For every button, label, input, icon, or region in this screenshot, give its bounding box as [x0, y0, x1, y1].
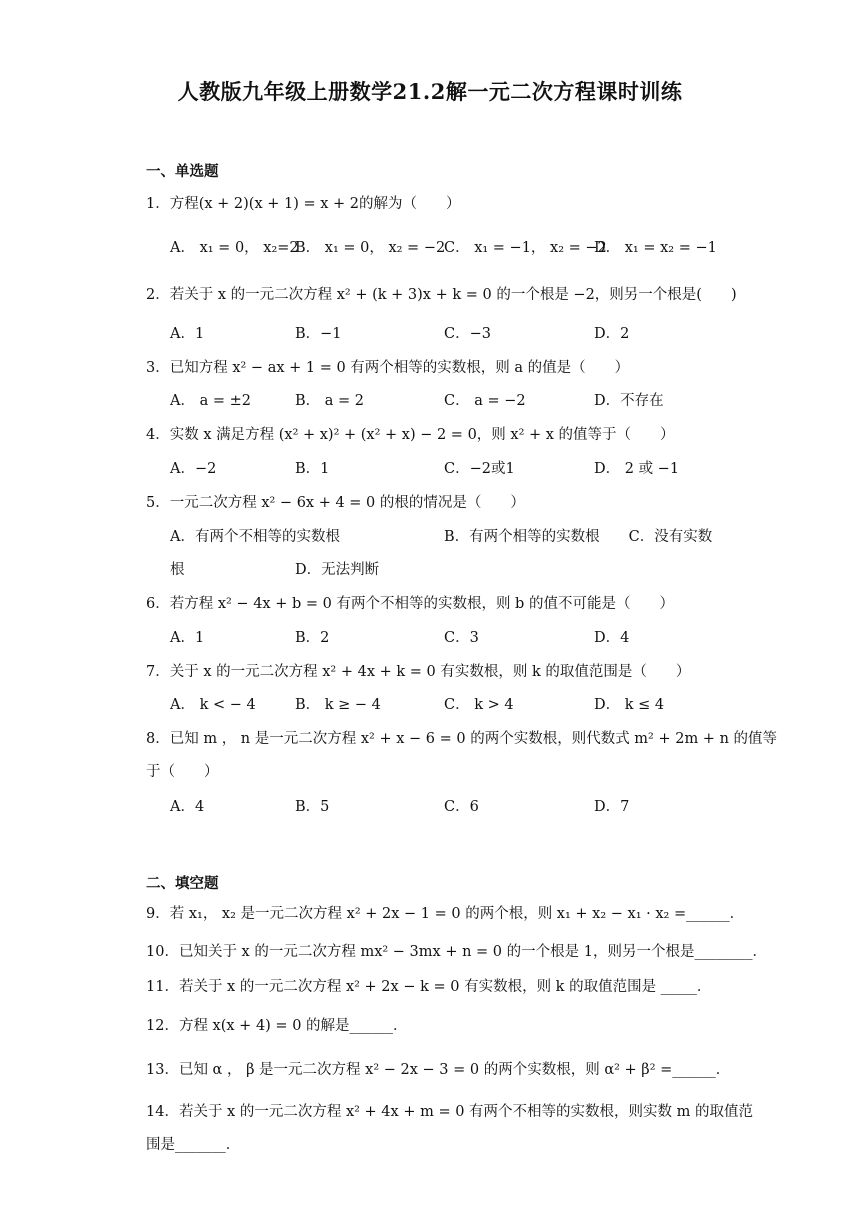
question-11: 11．若关于 x 的一元二次方程 x² + 2x − k = 0 有实数根，则 k 的取值范围是 _____． — [146, 979, 712, 995]
question-1-option-c: C． x₁ = −1， x₂ = −2 — [444, 240, 607, 256]
question-7-stem: 7．关于 x 的一元二次方程 x² + 4x + k = 0 有实数根，则 k 的取值范围是（ ） — [146, 664, 691, 680]
question-2-option-c: C．−3 — [444, 326, 491, 342]
question-4-option-b: B．1 — [295, 461, 330, 477]
question-7-option-b: B． k ≥ − 4 — [295, 697, 381, 713]
question-1-option-d: D． x₁ = x₂ = −1 — [594, 240, 717, 256]
section-heading-single-choice: 一、单选题 — [146, 163, 219, 180]
question-14-continued: 围是_______． — [146, 1137, 241, 1153]
question-5-option-d: D．无法判断 — [295, 562, 380, 578]
question-1-option-a: A． x₁ = 0， x₂=2 — [170, 240, 299, 256]
question-13: 13．已知 α ， β 是一元二次方程 x² − 2x − 3 = 0 的两个实数根，则 α² + β² =______． — [146, 1062, 731, 1078]
question-5-option-b-c: B．有两个相等的实数根 C．没有实数 — [444, 529, 713, 545]
question-1-option-b: B． x₁ = 0， x₂ = −2 — [295, 240, 446, 256]
question-4-option-a: A．−2 — [170, 461, 217, 477]
question-8-option-d: D．7 — [594, 799, 630, 815]
question-6-option-b: B．2 — [295, 630, 330, 646]
question-7-option-c: C． k > 4 — [444, 697, 514, 713]
question-4-stem: 4．实数 x 满足方程 (x² + x)² + (x² + x) − 2 = 0，则 x² + x 的值等于（ ） — [146, 427, 675, 443]
question-8-option-b: B．5 — [295, 799, 330, 815]
question-8-stem-continued: 于（ ） — [146, 764, 219, 780]
question-6-option-d: D．4 — [594, 630, 630, 646]
question-4-option-c: C．−2或1 — [444, 461, 515, 477]
section-heading-fill-in: 二、填空题 — [146, 875, 219, 892]
question-2-option-a: A．1 — [170, 326, 205, 342]
question-3-option-d: D．不存在 — [594, 393, 664, 409]
question-8-option-a: A．4 — [170, 799, 205, 815]
question-2-stem: 2．若关于 x 的一元二次方程 x² + (k + 3)x + k = 0 的一个根是 −2，则另一个根是( ) — [146, 287, 737, 303]
question-6-stem: 6．若方程 x² − 4x + b = 0 有两个不相等的实数根，则 b 的值不可能是（ ） — [146, 596, 674, 612]
question-3-stem: 3．已知方程 x² − ax + 1 = 0 有两个相等的实数根，则 a 的值是（ ） — [146, 360, 630, 376]
question-8-option-c: C．6 — [444, 799, 479, 815]
question-6-option-c: C．3 — [444, 630, 479, 646]
question-6-option-a: A．1 — [170, 630, 205, 646]
question-7-option-a: A． k < − 4 — [170, 697, 256, 713]
question-7-option-d: D． k ≤ 4 — [594, 697, 665, 713]
question-5-option-c-continued: 根 — [170, 562, 185, 578]
question-9: 9．若 x₁， x₂ 是一元二次方程 x² + 2x − 1 = 0 的两个根，则 x₁ + x₂ − x₁ · x₂ =______． — [146, 906, 745, 922]
question-3-option-b: B． a = 2 — [295, 393, 365, 409]
question-2-option-b: B．−1 — [295, 326, 342, 342]
question-5-option-a: A．有两个不相等的实数根 — [170, 529, 340, 545]
question-14: 14．若关于 x 的一元二次方程 x² + 4x + m = 0 有两个不相等的实数根，则实数 m 的取值范 — [146, 1104, 754, 1120]
question-1-stem: 1．方程(x + 2)(x + 1) = x + 2的解为（ ） — [146, 196, 461, 212]
question-5-stem: 5．一元二次方程 x² − 6x + 4 = 0 的根的情况是（ ） — [146, 495, 525, 511]
question-3-option-a: A． a = ±2 — [170, 393, 251, 409]
page-title: 人教版九年级上册数学21.2解一元二次方程课时训练 — [177, 79, 683, 104]
question-12: 12．方程 x(x + 4) = 0 的解是______． — [146, 1018, 408, 1034]
question-10: 10．已知关于 x 的一元二次方程 mx² − 3mx + n = 0 的一个根是 1，则另一个根是________． — [146, 944, 767, 960]
question-3-option-c: C． a = −2 — [444, 393, 526, 409]
question-8-stem: 8．已知 m ， n 是一元二次方程 x² + x − 6 = 0 的两个实数根，则代数式 m² + 2m + n 的值等 — [146, 731, 778, 747]
question-2-option-d: D．2 — [594, 326, 630, 342]
question-4-option-d: D． 2 或 −1 — [594, 461, 680, 477]
